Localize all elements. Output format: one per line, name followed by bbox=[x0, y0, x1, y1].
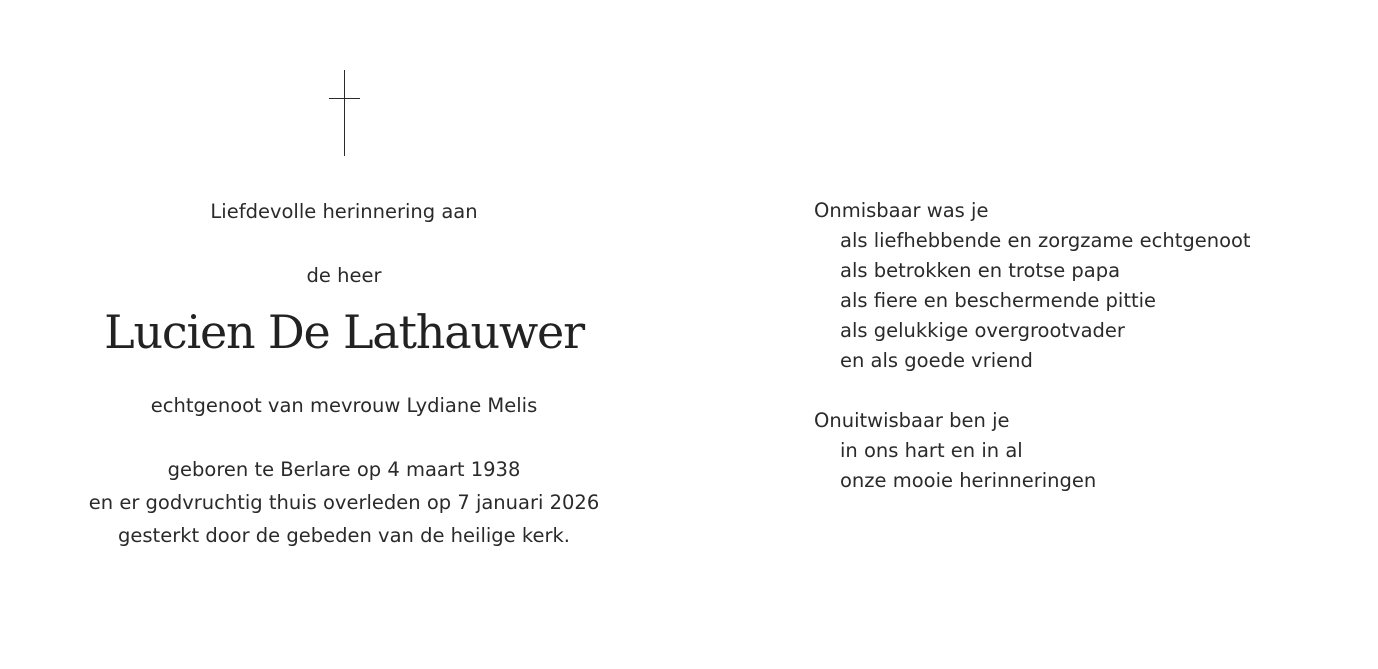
poem-line: als gelukkige overgrootvader bbox=[840, 319, 1125, 342]
cross-vertical-bar bbox=[344, 70, 345, 156]
deceased-name: Lucien De Lathauwer bbox=[104, 305, 584, 359]
poem-line: Onmisbaar was je bbox=[814, 199, 989, 222]
poem-line: als fiere en beschermende pittie bbox=[840, 289, 1157, 312]
poem-line: als liefhebbende en zorgzame echtgenoot bbox=[840, 229, 1251, 252]
poem-line: als betrokken en trotse papa bbox=[840, 259, 1121, 282]
poem-stanza-1 bbox=[814, 196, 1251, 376]
life-details bbox=[44, 453, 644, 552]
death-line: en er godvruchtig thuis overleden op 7 januari 2026 bbox=[88, 491, 600, 514]
poem-stanza-2 bbox=[814, 406, 1251, 496]
poem-line: in ons hart en in al bbox=[840, 439, 1023, 462]
honorific: de heer bbox=[306, 264, 382, 287]
poem-line: onze mooie herinneringen bbox=[840, 469, 1097, 492]
poem bbox=[814, 196, 1251, 496]
poem-line: Onuitwisbaar ben je bbox=[814, 409, 1010, 432]
spouse-line: echtgenoot van mevrouw Lydiane Melis bbox=[150, 394, 538, 417]
birth-line: geboren te Berlare op 4 maart 1938 bbox=[167, 458, 521, 481]
poem-line: en als goede vriend bbox=[840, 349, 1033, 372]
cross-icon bbox=[329, 70, 361, 156]
sacrament-line: gesterkt door de gebeden van de heilige kerk. bbox=[118, 524, 570, 547]
remembrance-intro: Liefdevolle herinnering aan bbox=[210, 200, 478, 223]
cross-horizontal-bar bbox=[329, 98, 360, 99]
